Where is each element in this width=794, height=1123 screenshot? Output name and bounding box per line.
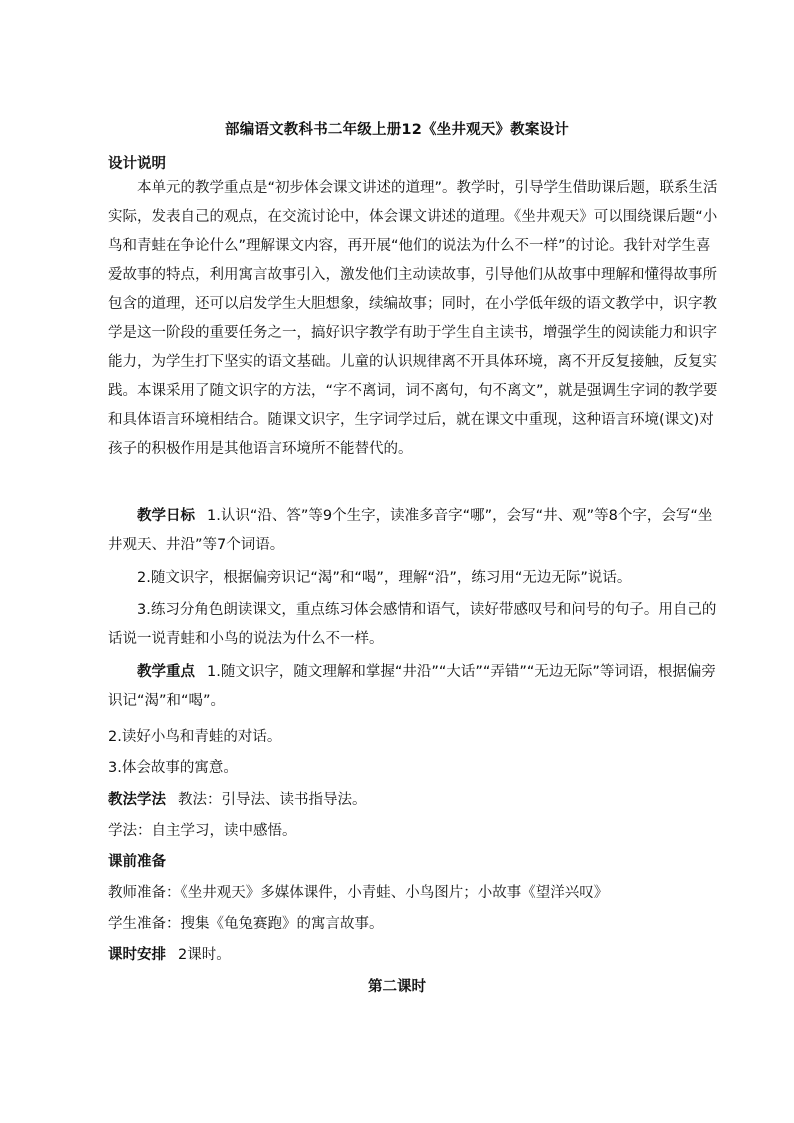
prep-heading: 课前准备	[108, 854, 166, 870]
prep-student: 学生准备：搜集《龟兔赛跑》的寓言故事。	[108, 916, 384, 932]
schedule-value: 2课时。	[178, 947, 231, 963]
goals-item-2: 2.随文识字，根据偏旁识记“渴”和“喝”，理解“沿”，练习用“无边无际”说话。	[137, 570, 632, 586]
key-item-2: 2.读好小鸟和青蛙的对话。	[108, 729, 282, 745]
key-item-3: 3.体会故事的寓意。	[108, 760, 238, 776]
method-line	[108, 788, 367, 809]
goals-item-3: 3.练习分角色朗读课文，重点练习体会感情和语气，读好带感叹号和问号的句子。用自己的话说一说青蛙和小鸟的说法为什么不一样。	[108, 602, 717, 647]
method-label: 教法学法	[108, 792, 166, 808]
schedule-line	[108, 943, 231, 964]
prep-teacher: 教师准备：《坐井观天》多媒体课件，小青蛙、小鸟图片；小故事《望洋兴叹》	[108, 885, 609, 901]
second-lesson-heading: 第二课时	[368, 979, 426, 995]
method-teach: 教法：引导法、读书指导法。	[178, 792, 367, 808]
design-heading: 设计说明	[108, 156, 166, 172]
design-paragraph: 本单元的教学重点是“初步体会课文讲述的道理”。教学时，引导学生借助课后题，联系生活实际，发表自己的观点，在交流讨论中，体会课文讲述的道理。《坐井观天》可以围绕课后题“小鸟和青蛙在争论什么”理解课文内容，再开展“他们的说法为什么不一样”的讨论。我针对学生喜爱故事的特点，利用寓言故事引入，激发他们主动读故事，引导他们从故事中理解和懂得故事所包含的道理，还可以启发学生大胆想象，续编故事；同时，在小学低年级的语文教学中，识字教学是这一阶段的重要任务之一，搞好识字教学有助于学生自主读书，增强学生的阅读能力和识字能力，为学生打下坚实的语文基础。儿童的认识规律离不开具体环境，离不开反复接触，反复实践。本课采用了随文识字的方法，“字不离词，词不离句，句不离文”，就是强调生字词的教学要和具体语言环境相结合。随课文识字，生字词学过后，就在课文中重现，这种语言环境(课文)对孩子的积极作用是其他语言环境所不能替代的。	[108, 180, 718, 457]
goals-item-1: 1.认识“沿、答”等9个生字，读准多音字“哪”，会写“井、观”等8个字，会写“坐井观天、井沿”等7个词语。	[108, 508, 713, 553]
key-label: 教学重点	[137, 664, 195, 680]
key-item-1: 1.随文识字，随文理解和掌握“井沿”“大话”“弄错”“无边无际”等词语，根据偏旁识记“渴”和“喝”。	[108, 664, 716, 709]
document-title: 部编语文教科书二年级上册12《坐井观天》教案设计	[225, 122, 569, 138]
schedule-label: 课时安排	[108, 947, 166, 963]
goals-paragraph-1	[108, 502, 720, 560]
key-paragraph-1	[108, 658, 720, 716]
goals-label: 教学日标	[137, 508, 195, 524]
method-learn: 学法：自主学习，读中感悟。	[108, 823, 297, 839]
